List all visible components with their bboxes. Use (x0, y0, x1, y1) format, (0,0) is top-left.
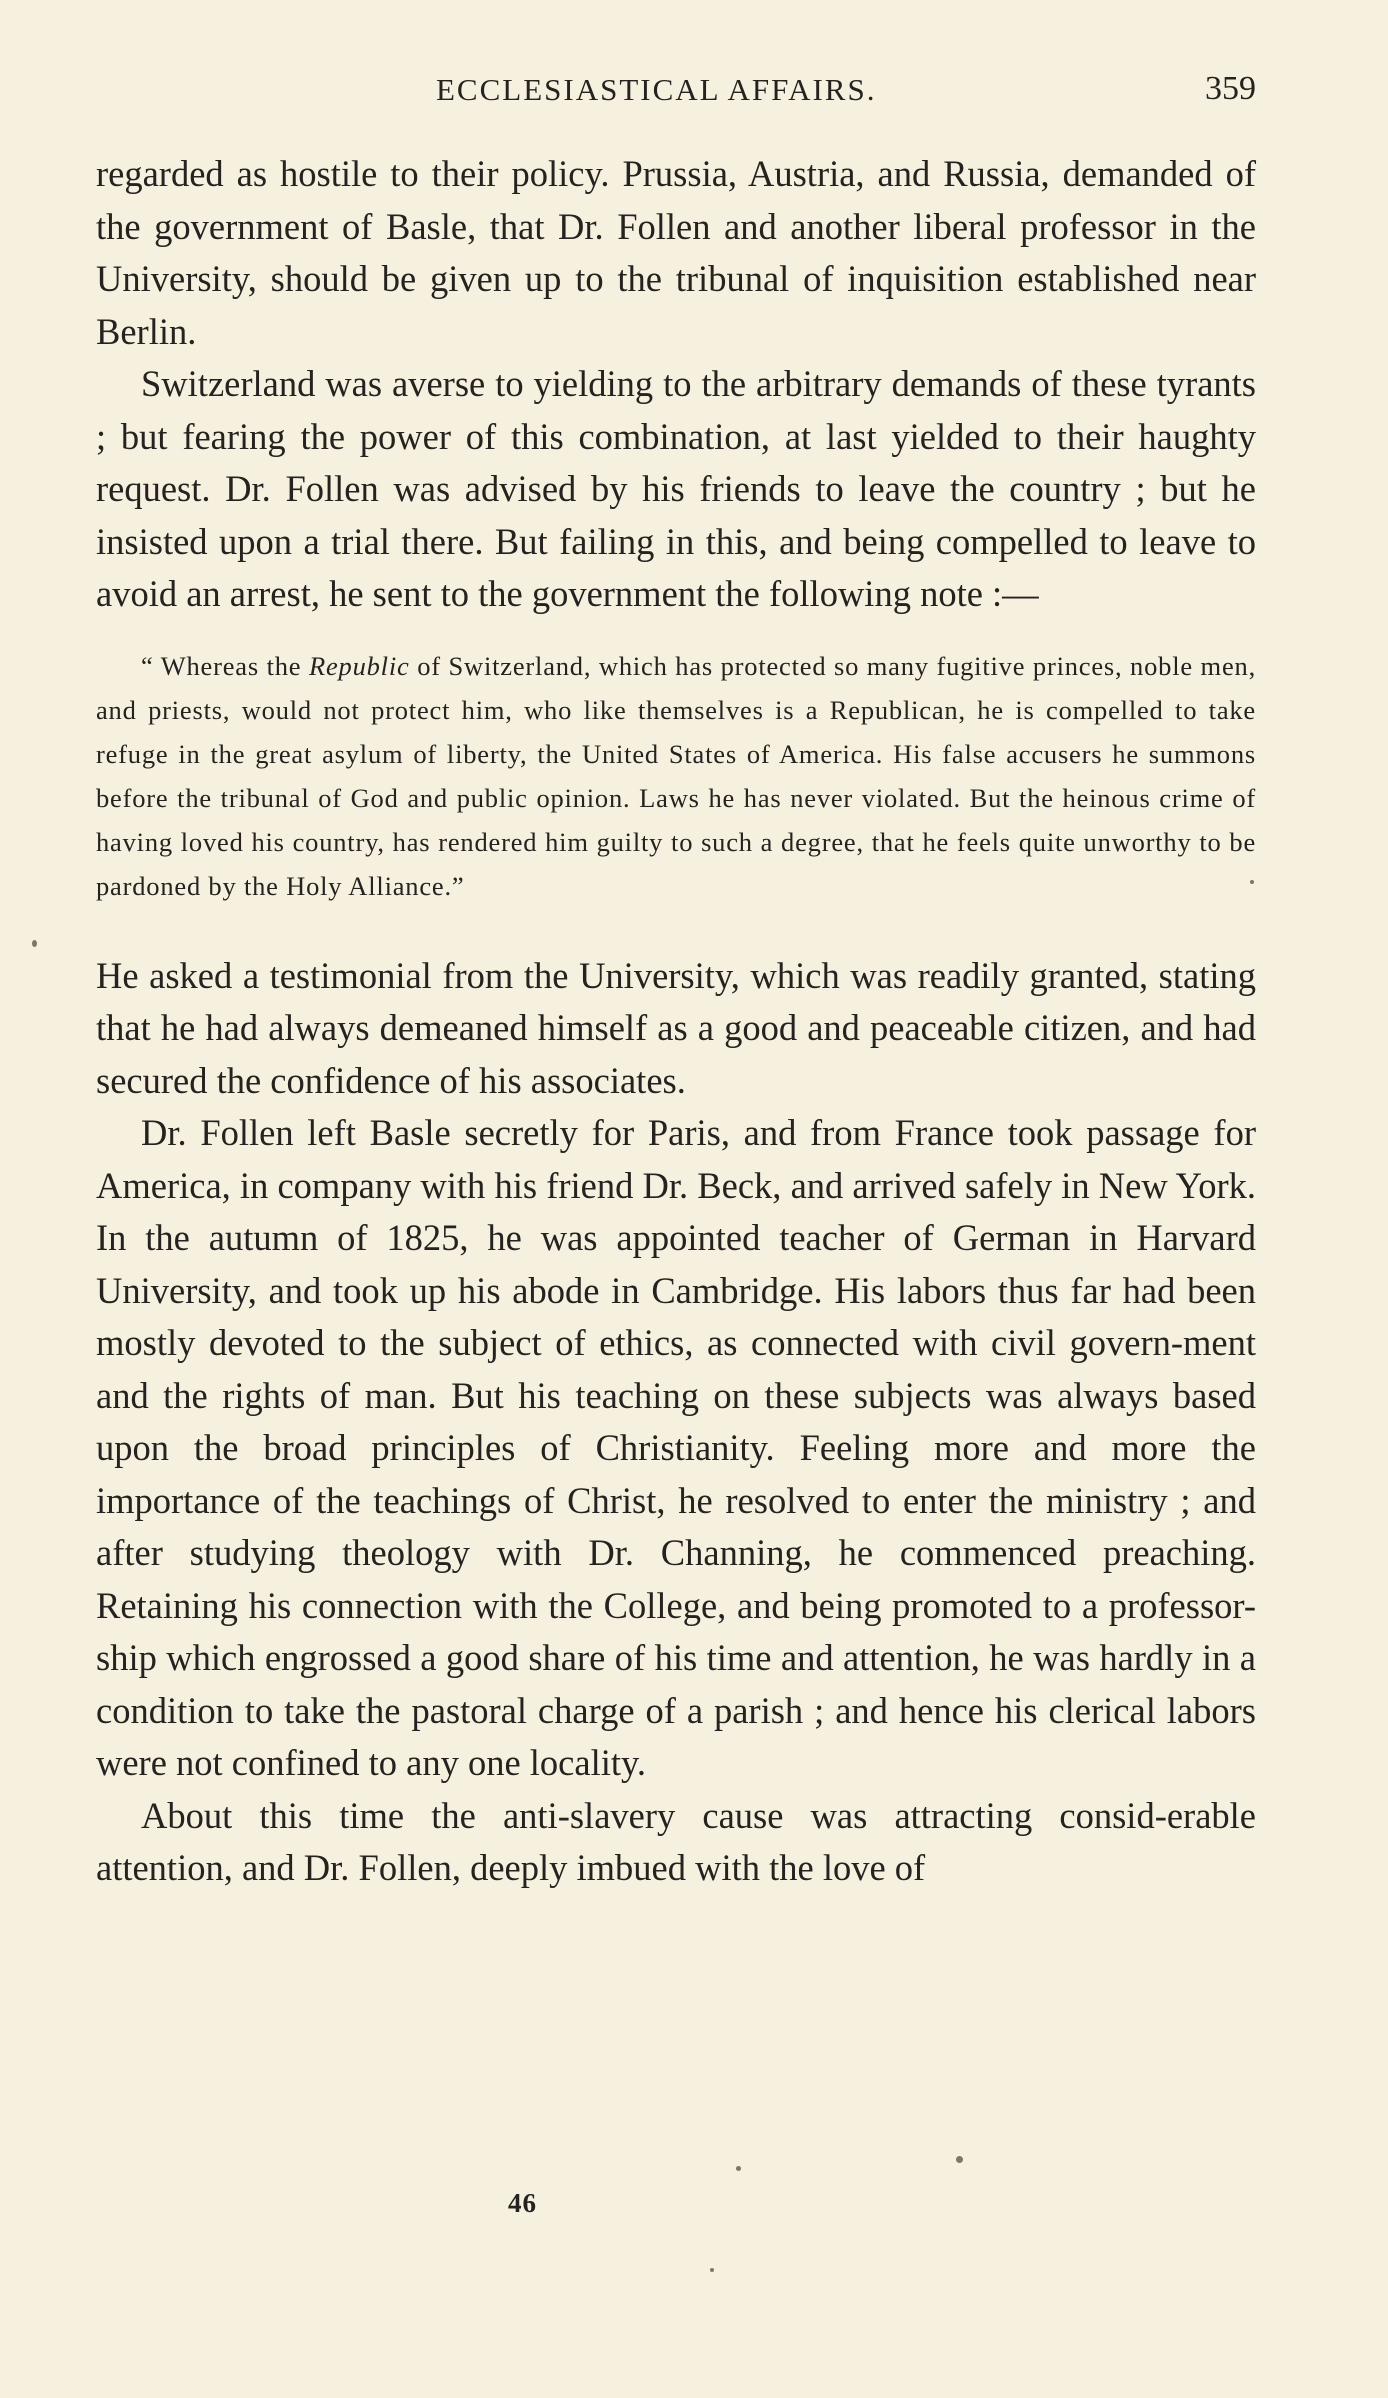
paper-speck (1250, 880, 1254, 884)
paragraph-1: regarded as hostile to their policy. Prussia, Austria, and Russia, demanded of the government of Basle, that Dr. Follen and another liberal professor in the University, should be given up to the tribunal of inquisition established near Berlin. (96, 153, 1256, 352)
running-title: ECCLESIASTICAL AFFAIRS. (436, 72, 877, 107)
quoted-note (96, 644, 1256, 908)
paragraph-3: He asked a testimonial from the University, which was readily granted, stating that he had always demeaned himself as a good and peaceable citizen, and had secured the confidence of his associates. (96, 954, 1256, 1101)
paper-speck (736, 2166, 741, 2171)
paper-speck (32, 940, 37, 947)
running-header (96, 62, 1256, 122)
paragraph-4: Dr. Follen left Basle secretly for Paris, and from France took passage for America, in company with his friend Dr. Beck, and arrived safely in New York. In the autumn of 1825, he was appointed teacher of German in Harvard University, and took up his abode in Cambridge. His labors thus far had been mostly devoted to the subject of ethics, as connected with civil govern-ment and the rights of man. But his teaching on these subjects was always based upon the broad principles of Christianity. Feeling more and more the importance of the teachings of Christ, he resolved to enter the ministry ; and after studying theology with Dr. Channing, he commenced preaching. Retaining his connection with the College, and being promoted to a professor-ship which engrossed a good share of his time and attention, he was hardly in a condition to take the pastoral charge of a parish ; and hence his clerical labors were not confined to any one locality. (96, 1112, 1256, 1783)
quote-end: of Switzerland, which has protected so many fugitive princes, noble men, and priests, would not protect him, who like themselves is a Republican, he is compelled to take refuge in the great asylum of liberty, the United States of America. His false accusers he summons before the tribunal of God and public opinion. Laws he has never violated. But the heinous crime of having loved his country, has rendered him guilty to such a degree, that he feels quite unworthy to be pardoned by the Holy Alliance.” (96, 650, 1256, 901)
paper-speck (710, 2268, 714, 2272)
page-number: 359 (1205, 70, 1256, 107)
book-page (96, 62, 1256, 2342)
paragraph-2: Switzerland was averse to yielding to the arbitrary demands of these tyrants ; but fearing the power of this combination, at last yielded to their haughty request. Dr. Follen was advised by his friends to leave the country ; but he insisted upon a trial there. But failing in this, and being compelled to leave to avoid an arrest, he sent to the government the following note :— (96, 363, 1256, 614)
body-text (96, 148, 1256, 1895)
quote-emphasis: Republic (308, 650, 410, 681)
signature-mark: 46 (508, 2188, 537, 2218)
paragraph-5: About this time the anti-slavery cause was attracting consid-erable attention, and Dr. Follen, deeply imbued with the love of (96, 1794, 1256, 1888)
paper-speck (956, 2156, 963, 2163)
quote-start: “ Whereas the (141, 650, 309, 681)
